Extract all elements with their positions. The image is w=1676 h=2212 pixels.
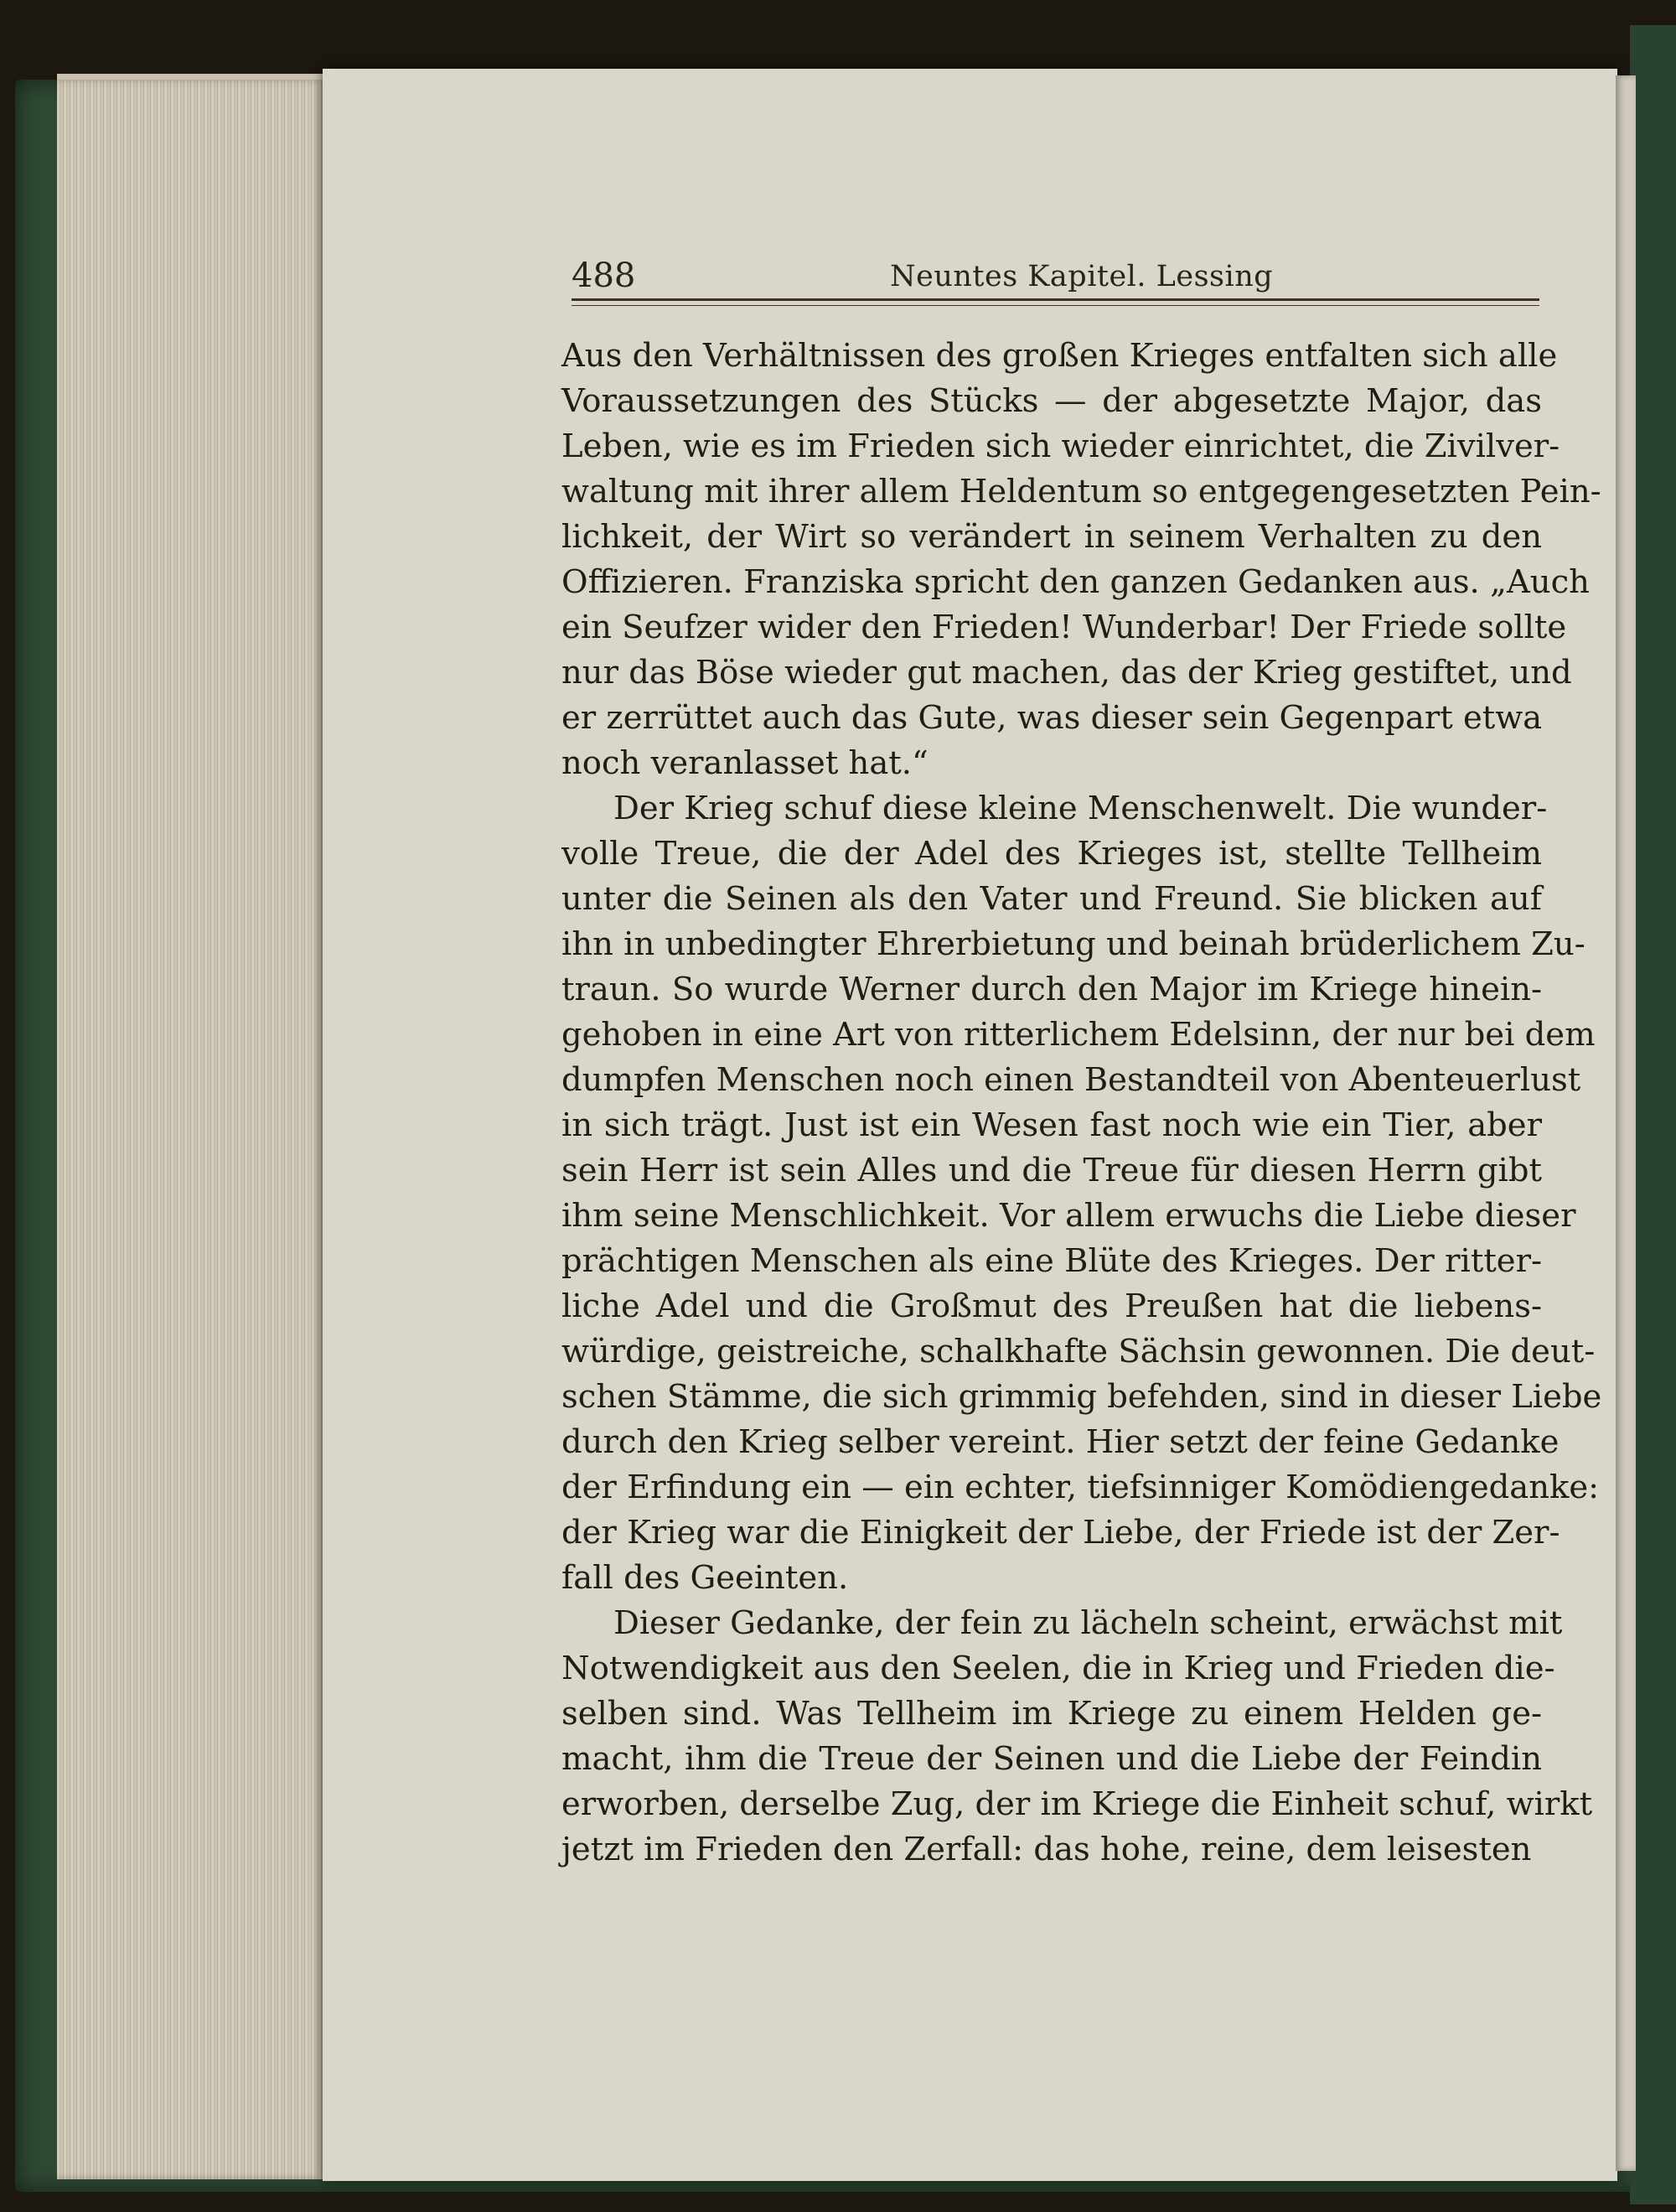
text-line: volle Treue, die der Adel des Krieges ist, stellte Tellheim [561, 835, 1542, 873]
text-line: Dieser Gedanke, der fein zu lächeln scheint, erwächst mit [613, 1604, 1563, 1642]
text-line: noch veranlasset hat.“ [561, 744, 929, 782]
text-line: fall des Geeinten. [561, 1559, 849, 1597]
text-line: traun. So wurde Werner durch den Major im Kriege hinein- [561, 971, 1542, 1008]
text-line: in sich trägt. Just ist ein Wesen fast noch wie ein Tier, aber [561, 1106, 1542, 1144]
text-line: erworben, derselbe Zug, der im Kriege die Einheit schuf, wirkt [561, 1785, 1593, 1823]
text-line: waltung mit ihrer allem Heldentum so entgegengesetzten Pein- [561, 473, 1601, 510]
text-line: macht, ihm die Treue der Seinen und die Liebe der Feindin [561, 1740, 1542, 1778]
text-line: Leben, wie es im Frieden sich wieder einrichtet, die Zivilver- [561, 427, 1560, 465]
text-line: ihn in unbedingter Ehrerbietung und beinah brüderlichem Zu- [561, 925, 1585, 963]
page-number: 488 [572, 256, 636, 295]
text-line: liche Adel und die Großmut des Preußen hat die liebens- [561, 1287, 1542, 1325]
text-line: Der Krieg schuf diese kleine Menschenwelt. Die wunder- [613, 790, 1548, 827]
text-line: Offizieren. Franziska spricht den ganzen Gedanken aus. „Auch [561, 563, 1590, 601]
running-title: Neuntes Kapitel. Lessing [890, 260, 1274, 293]
text-line: der Erfindung ein — ein echter, tiefsinniger Komödiengedanke: [561, 1469, 1600, 1506]
text-line: Aus den Verhältnissen des großen Krieges entfalten sich alle [561, 337, 1558, 375]
text-line: würdige, geistreiche, schalkhafte Sächsin gewonnen. Die deut- [561, 1333, 1596, 1370]
text-line: jetzt im Frieden den Zerfall: das hohe, reine, dem leisesten [561, 1831, 1532, 1868]
running-head [572, 256, 1539, 298]
header-rule-thin [572, 305, 1539, 306]
header-rule-thick [572, 298, 1539, 301]
text-line: ihm seine Menschlichkeit. Vor allem erwuchs die Liebe dieser [561, 1197, 1576, 1235]
text-line: gehoben in eine Art von ritterlichem Edelsinn, der nur bei dem [561, 1016, 1596, 1054]
text-line: schen Stämme, die sich grimmig befehden, sind in dieser Liebe [561, 1378, 1602, 1416]
book-cover-right-edge [1630, 25, 1676, 2204]
page-stack-edges [57, 80, 325, 2179]
text-line: lichkeit, der Wirt so verändert in seinem Verhalten zu den [561, 518, 1542, 556]
text-line: dumpfen Menschen noch einen Bestandteil von Abenteuerlust [561, 1061, 1581, 1099]
text-line: ein Seufzer wider den Frieden! Wunderbar! Der Friede sollte [561, 609, 1567, 646]
text-line: prächtigen Menschen als eine Blüte des Krieges. Der ritter- [561, 1242, 1542, 1280]
text-line: der Krieg war die Einigkeit der Liebe, der Friede ist der Zer- [561, 1514, 1560, 1552]
body-text [561, 334, 1602, 1873]
facing-page-sliver [1616, 75, 1636, 2171]
text-line: durch den Krieg selber vereint. Hier setzt der feine Gedanke [561, 1423, 1560, 1461]
text-line: er zerrüttet auch das Gute, was dieser sein Gegenpart etwa [561, 699, 1543, 737]
text-line: unter die Seinen als den Vater und Freund. Sie blicken auf [561, 880, 1542, 918]
text-line: nur das Böse wieder gut machen, das der Krieg gestiftet, und [561, 654, 1572, 692]
text-line: Notwendigkeit aus den Seelen, die in Krieg und Frieden die- [561, 1650, 1555, 1687]
text-line: sein Herr ist sein Alles und die Treue für diesen Herrn gibt [561, 1152, 1542, 1189]
text-line: Voraussetzungen des Stücks — der abgesetzte Major, das [561, 382, 1542, 420]
text-line: selben sind. Was Tellheim im Kriege zu einem Helden ge- [561, 1695, 1542, 1733]
